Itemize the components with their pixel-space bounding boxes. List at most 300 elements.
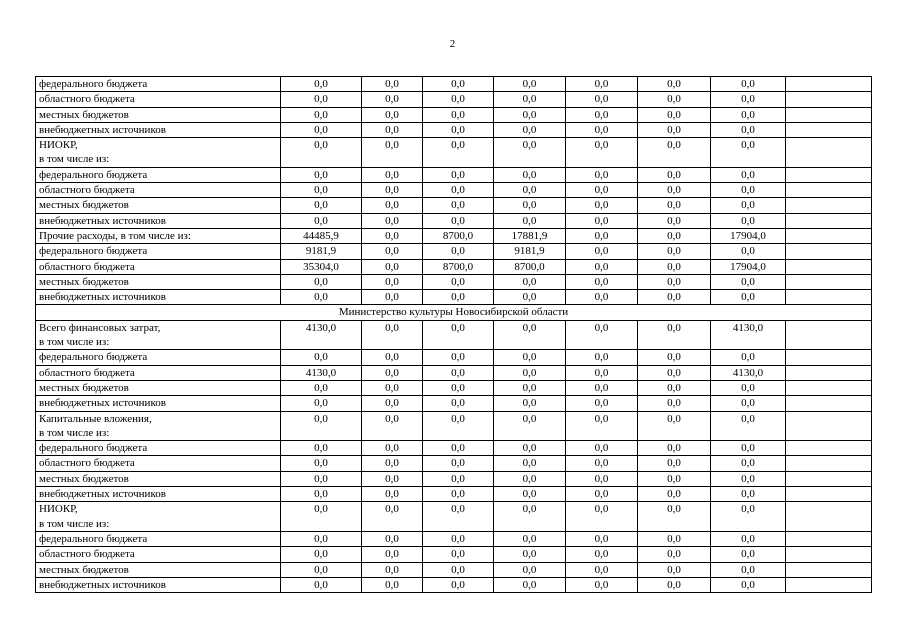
value-cell — [786, 77, 872, 92]
value-cell: 0,0 — [566, 456, 638, 471]
row-label-cell — [36, 228, 281, 243]
table-row — [36, 259, 872, 274]
value-cell: 0,0 — [362, 411, 423, 441]
value-cell: 0,0 — [362, 92, 423, 107]
value-cell — [786, 122, 872, 137]
value-cell: 0,0 — [494, 350, 566, 365]
value-cell: 0,0 — [362, 487, 423, 502]
value-cell — [786, 290, 872, 305]
value-cell: 17904,0 — [711, 228, 786, 243]
row-label: местных бюджетов — [39, 108, 129, 121]
value-cell: 0,0 — [711, 92, 786, 107]
value-cell: 0,0 — [281, 290, 362, 305]
value-cell: 0,0 — [566, 228, 638, 243]
row-label-cell — [36, 107, 281, 122]
value-cell: 0,0 — [423, 547, 494, 562]
value-cell: 0,0 — [423, 92, 494, 107]
value-cell: 0,0 — [638, 471, 711, 486]
value-cell: 0,0 — [638, 107, 711, 122]
row-label: областного бюджета — [39, 260, 135, 273]
value-cell: 8700,0 — [494, 259, 566, 274]
value-cell: 0,0 — [423, 471, 494, 486]
value-cell: 0,0 — [638, 167, 711, 182]
value-cell: 0,0 — [494, 531, 566, 546]
value-cell: 35304,0 — [281, 259, 362, 274]
row-label-cell — [36, 471, 281, 486]
value-cell: 0,0 — [566, 213, 638, 228]
value-cell: 0,0 — [362, 138, 423, 168]
value-cell — [786, 213, 872, 228]
value-cell: 0,0 — [281, 213, 362, 228]
value-cell: 0,0 — [281, 92, 362, 107]
value-cell: 0,0 — [494, 396, 566, 411]
value-cell: 0,0 — [281, 396, 362, 411]
value-cell: 0,0 — [423, 290, 494, 305]
value-cell: 0,0 — [362, 228, 423, 243]
value-cell: 0,0 — [638, 213, 711, 228]
value-cell: 0,0 — [638, 531, 711, 546]
value-cell: 0,0 — [711, 562, 786, 577]
value-cell: 0,0 — [566, 547, 638, 562]
value-cell: 0,0 — [566, 92, 638, 107]
value-cell: 0,0 — [711, 547, 786, 562]
value-cell: 0,0 — [494, 487, 566, 502]
value-cell: 0,0 — [362, 562, 423, 577]
value-cell: 0,0 — [711, 456, 786, 471]
value-cell: 0,0 — [494, 198, 566, 213]
value-cell: 0,0 — [711, 290, 786, 305]
value-cell: 0,0 — [638, 259, 711, 274]
row-label: внебюджетных источников — [39, 578, 166, 591]
value-cell: 9181,9 — [494, 244, 566, 259]
value-cell: 0,0 — [281, 502, 362, 532]
value-cell — [786, 350, 872, 365]
value-cell: 0,0 — [711, 502, 786, 532]
table-row — [36, 547, 872, 562]
table-row — [36, 228, 872, 243]
value-cell — [786, 380, 872, 395]
row-label: федерального бюджета — [39, 532, 148, 545]
table-row — [36, 274, 872, 289]
row-label: федерального бюджета — [39, 351, 148, 364]
value-cell: 0,0 — [494, 456, 566, 471]
value-cell: 0,0 — [638, 138, 711, 168]
value-cell: 0,0 — [638, 365, 711, 380]
value-cell: 0,0 — [566, 577, 638, 592]
row-label-cell — [36, 365, 281, 380]
row-label: областного бюджета — [39, 93, 135, 106]
row-label: областного бюджета — [39, 184, 135, 197]
value-cell: 0,0 — [566, 380, 638, 395]
value-cell: 0,0 — [423, 198, 494, 213]
value-cell: 0,0 — [423, 274, 494, 289]
value-cell: 0,0 — [281, 122, 362, 137]
row-label: Всего финансовых затрат, — [39, 321, 161, 334]
value-cell: 0,0 — [711, 167, 786, 182]
value-cell: 0,0 — [494, 562, 566, 577]
value-cell: 0,0 — [566, 122, 638, 137]
value-cell: 0,0 — [362, 350, 423, 365]
section-title: Министерство культуры Новосибирской области — [36, 305, 872, 320]
value-cell — [786, 365, 872, 380]
value-cell: 0,0 — [423, 244, 494, 259]
table-row — [36, 471, 872, 486]
value-cell: 0,0 — [638, 441, 711, 456]
value-cell: 0,0 — [566, 365, 638, 380]
value-cell: 0,0 — [281, 531, 362, 546]
table-row — [36, 502, 872, 532]
value-cell: 0,0 — [566, 167, 638, 182]
row-label: в том числе из: — [39, 153, 110, 166]
value-cell: 0,0 — [711, 244, 786, 259]
value-cell — [786, 502, 872, 532]
value-cell: 0,0 — [711, 441, 786, 456]
row-label-cell — [36, 577, 281, 592]
row-label: областного бюджета — [39, 548, 135, 561]
value-cell: 0,0 — [711, 183, 786, 198]
value-cell: 0,0 — [566, 183, 638, 198]
value-cell: 0,0 — [494, 365, 566, 380]
row-label: НИОКР, — [39, 503, 78, 516]
value-cell — [786, 577, 872, 592]
value-cell: 0,0 — [281, 167, 362, 182]
value-cell: 0,0 — [362, 577, 423, 592]
value-cell: 0,0 — [423, 531, 494, 546]
value-cell: 0,0 — [638, 502, 711, 532]
row-label-cell — [36, 396, 281, 411]
value-cell: 0,0 — [362, 213, 423, 228]
value-cell: 0,0 — [423, 213, 494, 228]
table-row — [36, 487, 872, 502]
value-cell: 0,0 — [362, 547, 423, 562]
value-cell: 0,0 — [362, 380, 423, 395]
row-label-cell — [36, 244, 281, 259]
value-cell — [786, 441, 872, 456]
value-cell: 0,0 — [281, 107, 362, 122]
value-cell: 0,0 — [638, 228, 711, 243]
value-cell: 44485,9 — [281, 228, 362, 243]
value-cell: 0,0 — [423, 487, 494, 502]
value-cell: 0,0 — [711, 471, 786, 486]
value-cell — [786, 456, 872, 471]
row-label: в том числе из: — [39, 336, 110, 349]
table-row — [36, 138, 872, 168]
table-row — [36, 244, 872, 259]
row-label-cell — [36, 320, 281, 350]
row-label-cell — [36, 456, 281, 471]
table-row — [36, 92, 872, 107]
row-label: Капитальные вложения, — [39, 412, 152, 425]
value-cell: 0,0 — [281, 441, 362, 456]
value-cell: 0,0 — [423, 183, 494, 198]
value-cell: 0,0 — [362, 274, 423, 289]
row-label: в том числе из: — [39, 517, 110, 530]
row-label: областного бюджета — [39, 366, 135, 379]
value-cell: 0,0 — [281, 198, 362, 213]
value-cell: 0,0 — [566, 244, 638, 259]
value-cell: 0,0 — [638, 92, 711, 107]
value-cell: 4130,0 — [281, 365, 362, 380]
page-number: 2 — [449, 38, 456, 50]
table-row — [36, 350, 872, 365]
row-label-cell — [36, 487, 281, 502]
value-cell: 0,0 — [423, 365, 494, 380]
value-cell — [786, 547, 872, 562]
row-label-cell — [36, 562, 281, 577]
value-cell: 0,0 — [362, 167, 423, 182]
value-cell: 0,0 — [566, 198, 638, 213]
value-cell: 0,0 — [362, 531, 423, 546]
value-cell: 0,0 — [638, 122, 711, 137]
value-cell: 17881,9 — [494, 228, 566, 243]
row-label-cell — [36, 274, 281, 289]
value-cell: 0,0 — [638, 274, 711, 289]
row-label: в том числе из: — [39, 426, 110, 439]
value-cell: 0,0 — [638, 487, 711, 502]
value-cell: 0,0 — [494, 122, 566, 137]
value-cell — [786, 138, 872, 168]
value-cell: 0,0 — [711, 138, 786, 168]
value-cell: 0,0 — [711, 411, 786, 441]
value-cell: 0,0 — [566, 502, 638, 532]
value-cell: 0,0 — [494, 77, 566, 92]
row-label-cell — [36, 441, 281, 456]
value-cell: 0,0 — [362, 198, 423, 213]
value-cell: 0,0 — [566, 274, 638, 289]
value-cell — [786, 562, 872, 577]
row-label: местных бюджетов — [39, 275, 129, 288]
row-label-cell — [36, 290, 281, 305]
value-cell — [786, 320, 872, 350]
section-header-row — [36, 305, 872, 320]
table-row — [36, 396, 872, 411]
row-label-cell — [36, 547, 281, 562]
value-cell: 0,0 — [494, 92, 566, 107]
value-cell: 0,0 — [711, 198, 786, 213]
value-cell: 0,0 — [711, 380, 786, 395]
value-cell: 0,0 — [711, 122, 786, 137]
table-row — [36, 77, 872, 92]
row-label-cell — [36, 531, 281, 546]
value-cell: 0,0 — [711, 487, 786, 502]
row-label-cell — [36, 411, 281, 441]
value-cell: 0,0 — [423, 502, 494, 532]
value-cell — [786, 471, 872, 486]
value-cell — [786, 92, 872, 107]
value-cell: 0,0 — [494, 380, 566, 395]
value-cell: 0,0 — [638, 198, 711, 213]
row-label-cell — [36, 92, 281, 107]
row-label-cell — [36, 77, 281, 92]
table-body — [36, 77, 872, 593]
value-cell: 0,0 — [362, 320, 423, 350]
value-cell: 0,0 — [423, 167, 494, 182]
budget-table — [35, 76, 872, 593]
value-cell — [786, 411, 872, 441]
table-row — [36, 320, 872, 350]
value-cell: 0,0 — [711, 577, 786, 592]
value-cell: 0,0 — [711, 531, 786, 546]
row-label: местных бюджетов — [39, 563, 129, 576]
value-cell: 0,0 — [281, 471, 362, 486]
row-label: областного бюджета — [39, 457, 135, 470]
value-cell: 0,0 — [638, 411, 711, 441]
value-cell: 0,0 — [362, 441, 423, 456]
value-cell: 0,0 — [711, 350, 786, 365]
value-cell: 8700,0 — [423, 228, 494, 243]
row-label-cell — [36, 183, 281, 198]
value-cell: 0,0 — [362, 365, 423, 380]
value-cell: 0,0 — [362, 183, 423, 198]
table-row — [36, 531, 872, 546]
row-label-cell — [36, 213, 281, 228]
value-cell: 0,0 — [494, 441, 566, 456]
value-cell: 0,0 — [566, 396, 638, 411]
value-cell: 0,0 — [638, 290, 711, 305]
value-cell: 0,0 — [281, 562, 362, 577]
value-cell — [786, 107, 872, 122]
value-cell: 0,0 — [494, 471, 566, 486]
row-label-cell — [36, 380, 281, 395]
value-cell: 0,0 — [281, 547, 362, 562]
row-label-cell — [36, 138, 281, 168]
value-cell: 0,0 — [494, 183, 566, 198]
value-cell — [786, 259, 872, 274]
value-cell: 17904,0 — [711, 259, 786, 274]
table-row — [36, 562, 872, 577]
row-label: внебюджетных источников — [39, 397, 166, 410]
value-cell — [786, 183, 872, 198]
row-label: федерального бюджета — [39, 78, 148, 90]
value-cell: 0,0 — [281, 183, 362, 198]
value-cell: 0,0 — [362, 107, 423, 122]
value-cell: 0,0 — [281, 411, 362, 441]
value-cell: 0,0 — [494, 167, 566, 182]
value-cell: 0,0 — [362, 122, 423, 137]
value-cell: 0,0 — [362, 244, 423, 259]
value-cell: 0,0 — [423, 107, 494, 122]
row-label-cell — [36, 122, 281, 137]
value-cell: 0,0 — [494, 577, 566, 592]
value-cell — [786, 244, 872, 259]
value-cell: 0,0 — [423, 456, 494, 471]
value-cell: 0,0 — [638, 320, 711, 350]
value-cell: 0,0 — [281, 577, 362, 592]
value-cell: 0,0 — [423, 380, 494, 395]
value-cell: 0,0 — [566, 350, 638, 365]
value-cell: 0,0 — [638, 77, 711, 92]
row-label: внебюджетных источников — [39, 123, 166, 136]
value-cell: 0,0 — [711, 274, 786, 289]
value-cell: 0,0 — [638, 350, 711, 365]
table-row — [36, 290, 872, 305]
value-cell: 0,0 — [494, 411, 566, 441]
value-cell: 0,0 — [711, 77, 786, 92]
value-cell — [786, 274, 872, 289]
value-cell: 0,0 — [566, 487, 638, 502]
value-cell: 0,0 — [494, 320, 566, 350]
value-cell: 0,0 — [281, 456, 362, 471]
row-label: федерального бюджета — [39, 245, 148, 258]
value-cell: 0,0 — [638, 244, 711, 259]
table-row — [36, 411, 872, 441]
value-cell: 0,0 — [566, 107, 638, 122]
value-cell: 0,0 — [638, 456, 711, 471]
table-row — [36, 577, 872, 592]
row-label-cell — [36, 259, 281, 274]
value-cell: 0,0 — [638, 183, 711, 198]
value-cell: 0,0 — [362, 471, 423, 486]
value-cell: 0,0 — [281, 350, 362, 365]
value-cell: 0,0 — [423, 138, 494, 168]
value-cell: 0,0 — [362, 77, 423, 92]
value-cell: 0,0 — [423, 320, 494, 350]
row-label: внебюджетных источников — [39, 214, 166, 227]
value-cell: 0,0 — [494, 547, 566, 562]
table-row — [36, 441, 872, 456]
value-cell: 4130,0 — [711, 320, 786, 350]
row-label: НИОКР, — [39, 139, 78, 152]
value-cell: 0,0 — [566, 138, 638, 168]
value-cell: 0,0 — [494, 107, 566, 122]
value-cell: 0,0 — [281, 138, 362, 168]
value-cell: 0,0 — [423, 77, 494, 92]
value-cell: 0,0 — [566, 562, 638, 577]
row-label: местных бюджетов — [39, 199, 129, 212]
value-cell: 0,0 — [494, 274, 566, 289]
row-label-cell — [36, 350, 281, 365]
table-row — [36, 183, 872, 198]
table-row — [36, 198, 872, 213]
value-cell: 0,0 — [281, 380, 362, 395]
value-cell: 0,0 — [494, 502, 566, 532]
row-label-cell — [36, 198, 281, 213]
value-cell: 0,0 — [423, 122, 494, 137]
value-cell: 0,0 — [566, 290, 638, 305]
value-cell: 8700,0 — [423, 259, 494, 274]
table-row — [36, 380, 872, 395]
value-cell: 0,0 — [566, 259, 638, 274]
value-cell: 0,0 — [711, 396, 786, 411]
value-cell: 0,0 — [494, 290, 566, 305]
value-cell: 4130,0 — [711, 365, 786, 380]
value-cell: 0,0 — [566, 77, 638, 92]
value-cell: 0,0 — [423, 350, 494, 365]
value-cell — [786, 396, 872, 411]
value-cell — [786, 487, 872, 502]
value-cell: 0,0 — [281, 487, 362, 502]
value-cell: 0,0 — [281, 274, 362, 289]
value-cell: 0,0 — [638, 547, 711, 562]
row-label: внебюджетных источников — [39, 291, 166, 304]
value-cell: 0,0 — [423, 411, 494, 441]
value-cell: 0,0 — [423, 441, 494, 456]
row-label: федерального бюджета — [39, 168, 148, 181]
value-cell — [786, 228, 872, 243]
value-cell: 0,0 — [423, 562, 494, 577]
row-label: местных бюджетов — [39, 472, 129, 485]
table-row — [36, 122, 872, 137]
value-cell: 0,0 — [566, 471, 638, 486]
table-row — [36, 167, 872, 182]
value-cell: 0,0 — [711, 213, 786, 228]
row-label: местных бюджетов — [39, 381, 129, 394]
table-row — [36, 213, 872, 228]
value-cell: 0,0 — [494, 138, 566, 168]
value-cell: 0,0 — [638, 577, 711, 592]
value-cell: 0,0 — [423, 396, 494, 411]
value-cell: 0,0 — [494, 213, 566, 228]
